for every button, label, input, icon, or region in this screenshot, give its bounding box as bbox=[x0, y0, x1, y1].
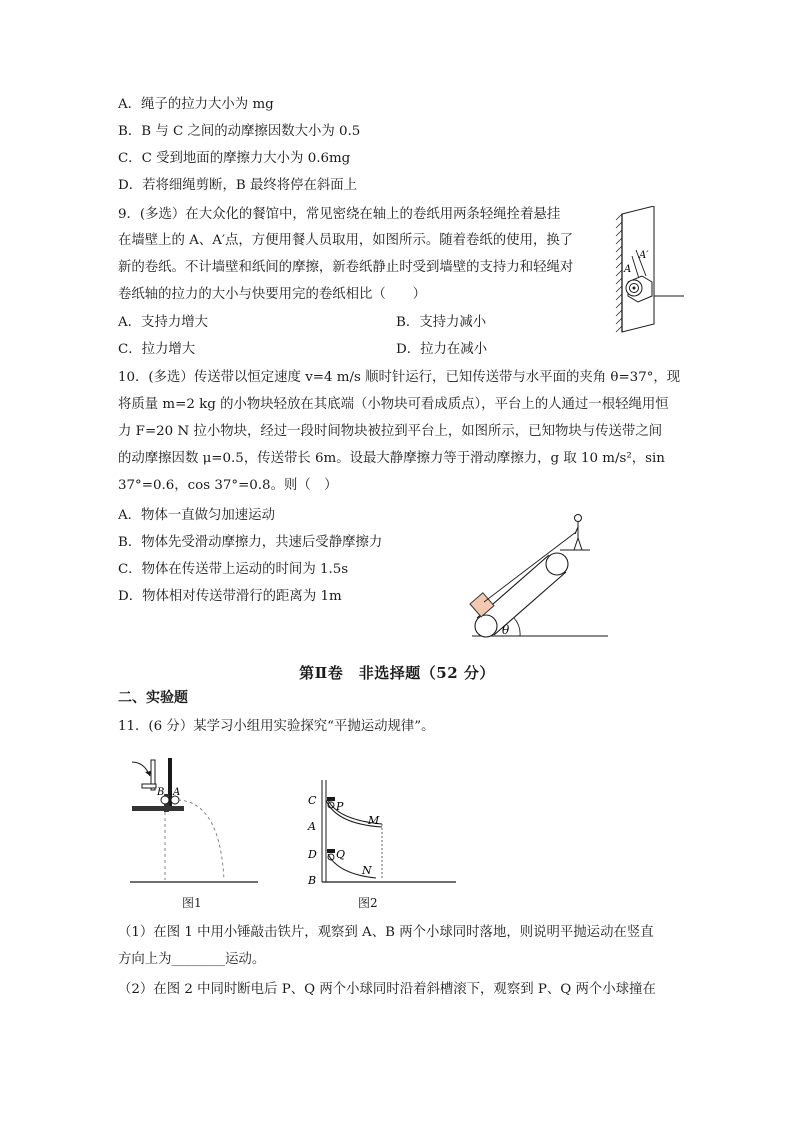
q10-line-4: 的动摩擦因数 μ=0.5，传送带长 6m。设最大静摩擦力等于滑动摩擦力，g 取 10 m/s²，sin bbox=[118, 451, 665, 466]
q10-option-a: A．物体一直做匀加速运动 bbox=[118, 508, 275, 523]
q9-line-4: 卷纸轴的拉力的大小与快要用完的卷纸相比（ ） bbox=[118, 287, 426, 302]
fig2-label-p: P bbox=[336, 800, 344, 813]
q8-option-b: B．B 与 C 之间的动摩擦因数大小为 0.5 bbox=[118, 124, 361, 139]
q8-option-c: C．C 受到地面的摩擦力大小为 0.6mg bbox=[118, 151, 351, 166]
section-title: 第Ⅱ卷 非选择题（52 分） bbox=[299, 664, 495, 682]
q11-part1-line1: （1）在图 1 中用小锤敲击铁片，观察到 A、B 两个小球同时落地，则说明平抛运动在竖直 bbox=[118, 925, 654, 940]
q10-theta-label: θ bbox=[502, 623, 510, 637]
q10-line-2: 将质量 m=2 kg 的小物块轻放在其底端（小物块可看成质点），平台上的人通过一根轻绳用恒 bbox=[118, 397, 669, 412]
fig2-label-c: C bbox=[308, 794, 317, 807]
q11-part1-line2: 方向上为________运动。 bbox=[118, 952, 266, 967]
q11-part2-line1: （2）在图 2 中同时断电后 P、Q 两个小球同时沿着斜槽滚下，观察到 P、Q 两个小球撞在 bbox=[118, 982, 656, 997]
q8-option-d: D．若将细绳剪断，B 最终将停在斜面上 bbox=[118, 178, 358, 193]
subsection-title: 二、实验题 bbox=[118, 690, 188, 706]
q10-option-d: D．物体相对传送带滑行的距离为 1m bbox=[118, 589, 342, 604]
q10-option-c: C．物体在传送带上运动的时间为 1.5s bbox=[118, 562, 349, 577]
q9-line-1: 9．(多选）在大众化的餐馆中，常见密绕在轴上的卷纸用两条轻绳拴着悬挂 bbox=[118, 207, 561, 222]
fig2-label-n: N bbox=[362, 864, 372, 877]
q11-intro: 11．(6 分）某学习小组用实验探究“平抛运动规律”。 bbox=[118, 719, 435, 734]
q10-line-3: 力 F=20 N 拉小物块，经过一段时间物块被拉到平台上，如图所示，已知物块与传送带之间 bbox=[118, 424, 663, 439]
fig2-label-a: A bbox=[308, 820, 316, 833]
fig1-label-a: A bbox=[173, 787, 181, 798]
q9-option-d: D．拉力在减小 bbox=[396, 342, 488, 357]
q9-figure-paper-roll bbox=[612, 206, 686, 340]
q8-option-a: A．绳子的拉力大小为 mg bbox=[118, 97, 274, 112]
q10-option-b: B．物体先受滑动摩擦力，共速后受静摩擦力 bbox=[118, 535, 383, 550]
fig1-caption: 图1 bbox=[182, 896, 202, 910]
q10-line-5: 37°=0.6，cos 37°=0.8。则（ ） bbox=[118, 478, 338, 493]
fig1-label-b: B bbox=[157, 787, 165, 798]
q9-option-c: C．拉力增大 bbox=[118, 342, 196, 357]
fig2-caption: 图2 bbox=[358, 896, 378, 910]
q10-figure-conveyor bbox=[458, 510, 610, 642]
q9-label-a-prime: A′ bbox=[639, 250, 649, 261]
q9-option-a: A．支持力增大 bbox=[118, 315, 209, 330]
q9-option-b: B．支持力减小 bbox=[396, 315, 487, 330]
q9-line-2: 在墙壁上的 A、A′点，方便用餐人员取用，如图所示。随着卷纸的使用，换了 bbox=[118, 233, 574, 248]
fig2-label-m: M bbox=[368, 814, 380, 827]
q9-line-3: 新的卷纸。不计墙壁和纸间的摩擦，新卷纸静止时受到墙壁的支持力和轻绳对 bbox=[118, 260, 574, 275]
q11-figure-2 bbox=[304, 778, 460, 890]
fig2-label-q: Q bbox=[336, 848, 346, 861]
q11-figure-1 bbox=[128, 756, 260, 888]
fig2-label-b: B bbox=[308, 874, 317, 887]
q9-label-a: A bbox=[624, 264, 632, 275]
fig2-label-d: D bbox=[308, 848, 317, 861]
q10-line-1: 10．(多选）传送带以恒定速度 v=4 m/s 顺时针运行，已知传送带与水平面的夹角 θ=37°，现 bbox=[118, 370, 681, 385]
